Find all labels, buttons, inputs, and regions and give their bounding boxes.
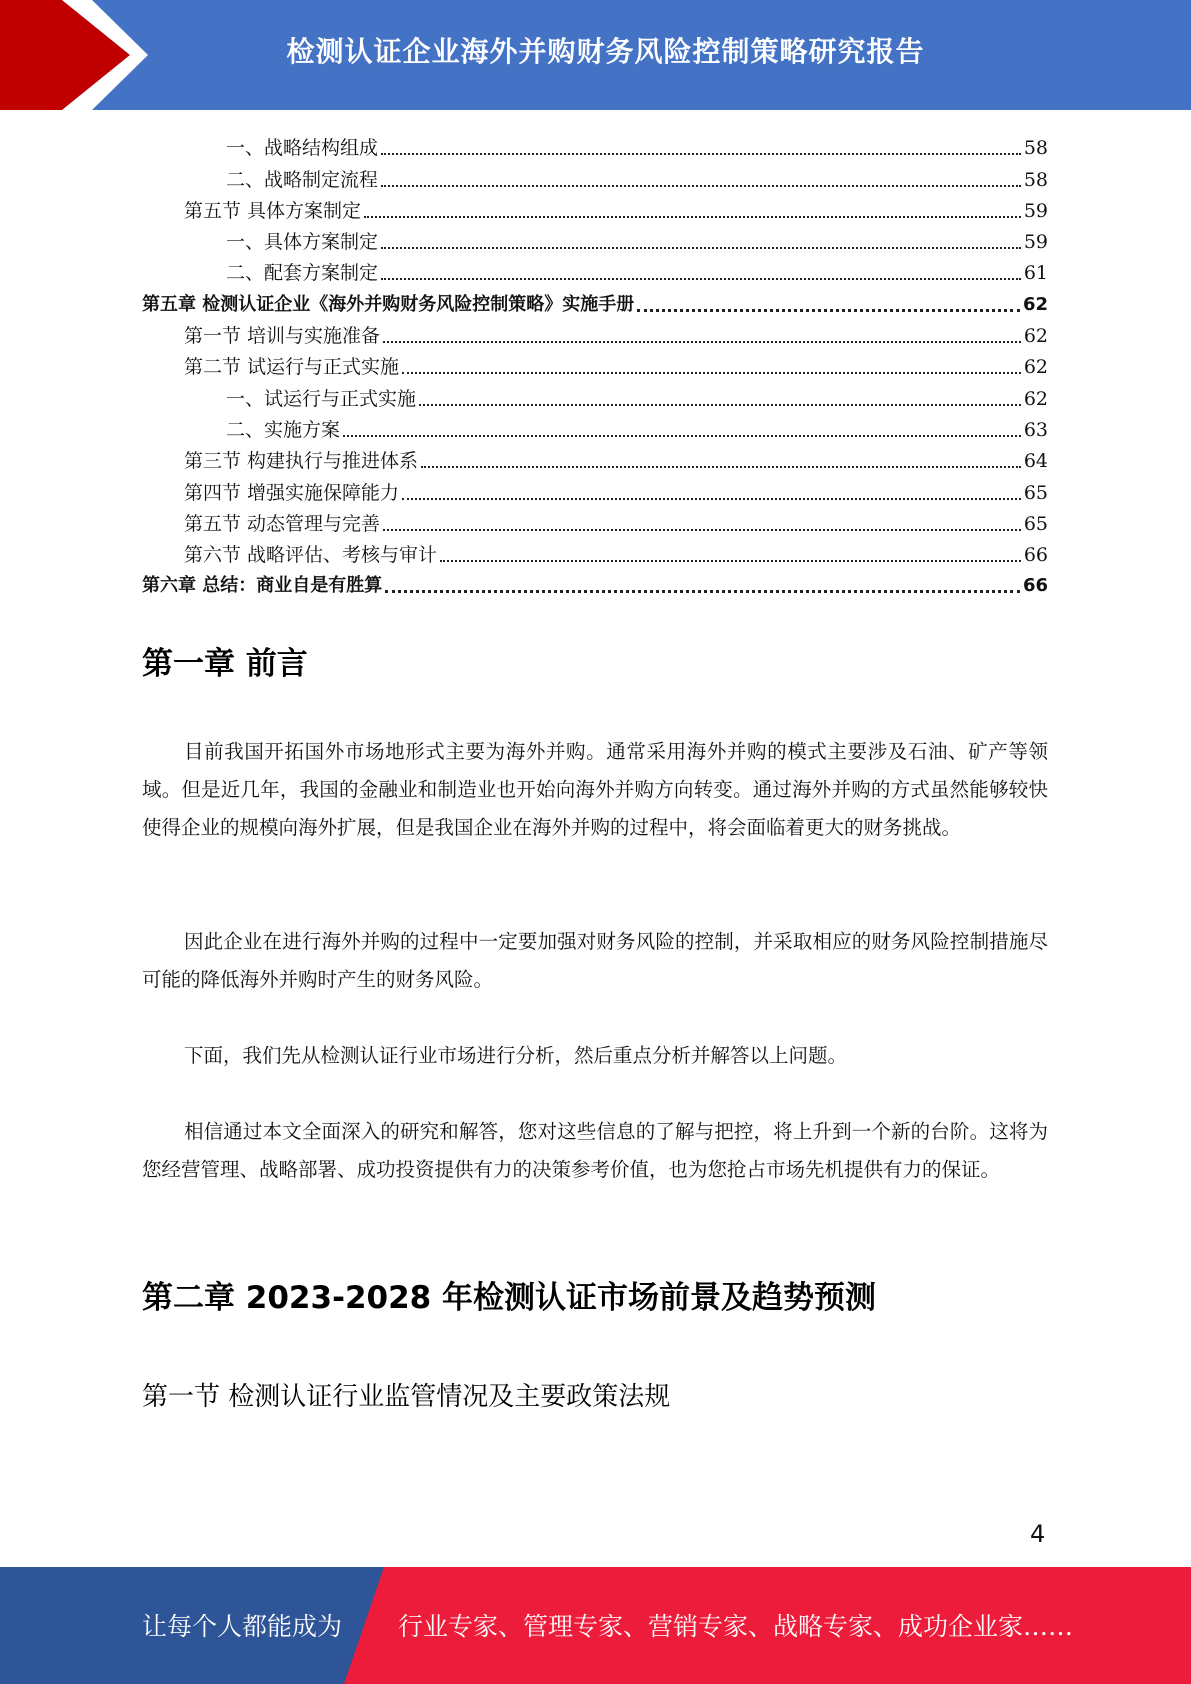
toc-entry-page: 66 (1022, 575, 1048, 597)
paragraph-4: 相信通过本文全面深入的研究和解答，您对这些信息的了解与把控，将上升到一个新的台阶。这将为您经营管理、战略部署、成功投资提供有力的决策参考价值，也为您抢占市场先机提供有力的保证。 (142, 1120, 1048, 1181)
toc-leader-dots (421, 466, 1021, 468)
toc-entry-page: 59 (1023, 231, 1048, 254)
toc-entry-page: 62 (1022, 293, 1048, 315)
toc-leader-dots (402, 372, 1021, 374)
toc-entry-label: 一、战略结构组成 (226, 137, 379, 160)
toc-leader-dots (364, 216, 1021, 218)
toc-entry-label: 第三节 构建执行与推进体系 (184, 450, 419, 473)
toc-entry-label: 第二节 试运行与正式实施 (184, 356, 400, 379)
toc-entry-page: 64 (1023, 450, 1048, 473)
section-1-heading: 第一节 检测认证行业监管情况及主要政策法规 (142, 1382, 671, 1412)
toc-entry[interactable] (142, 567, 1048, 598)
chapter-2-heading: 第二章 2023-2028 年检测认证市场前景及趋势预测 (142, 1280, 877, 1316)
toc-entry-page: 61 (1023, 262, 1048, 285)
table-of-contents (142, 129, 1048, 598)
toc-entry-page: 65 (1023, 512, 1048, 535)
toc-entry[interactable] (142, 223, 1048, 254)
toc-leader-dots (383, 341, 1021, 343)
toc-entry[interactable] (142, 411, 1048, 442)
toc-entry-label: 第四节 增强实施保障能力 (184, 481, 400, 504)
toc-leader-dots (343, 435, 1021, 437)
toc-leader-dots (385, 590, 1020, 593)
footer-banner (0, 1567, 1191, 1684)
toc-entry[interactable] (142, 160, 1048, 191)
report-title: 检测认证企业海外并购财务风险控制策略研究报告 (286, 35, 925, 68)
toc-entry[interactable] (142, 254, 1048, 285)
chapter-1-heading: 第一章 前言 (142, 646, 308, 682)
footer-slogan-right: 行业专家、管理专家、营销专家、战略专家、成功企业家…… (398, 1612, 1074, 1641)
footer-slogan-left: 让每个人都能成为 (142, 1612, 343, 1641)
toc-entry-label: 第一节 培训与实施准备 (184, 325, 381, 348)
paragraph-1: 目前我国开拓国外市场地形式主要为海外并购。通常采用海外并购的模式主要涉及石油、矿产等领域。但是近几年，我国的金融业和制造业也开始向海外并购方向转变。通过海外并购的方式虽然能够较快使得企业的规模向海外扩展，但是我国企业在海外并购的过程中，将会面临着更大的财务挑战。 (142, 740, 1048, 839)
toc-entry-label: 一、试运行与正式实施 (226, 387, 417, 410)
toc-entry-label: 二、实施方案 (226, 418, 341, 441)
toc-leader-dots (381, 247, 1021, 249)
header-banner (0, 0, 1191, 110)
paragraph-3: 下面，我们先从检测认证行业市场进行分析，然后重点分析并解答以上问题。 (184, 1044, 848, 1067)
toc-entry-page: 65 (1023, 481, 1048, 504)
toc-entry-label: 一、具体方案制定 (226, 231, 379, 254)
toc-entry-page: 62 (1023, 325, 1048, 348)
toc-leader-dots (381, 185, 1021, 187)
paragraph-2: 因此企业在进行海外并购的过程中一定要加强对财务风险的控制，并采取相应的财务风险控制措施尽可能的降低海外并购时产生的财务风险。 (142, 930, 1048, 991)
toc-entry[interactable] (142, 192, 1048, 223)
toc-entry-page: 62 (1023, 387, 1048, 410)
toc-entry-page: 66 (1023, 544, 1048, 567)
toc-entry[interactable] (142, 473, 1048, 504)
toc-entry[interactable] (142, 442, 1048, 473)
toc-leader-dots (440, 560, 1021, 562)
toc-entry[interactable] (142, 536, 1048, 567)
toc-entry-label: 第六章 总结：商业自是有胜算 (142, 575, 383, 597)
toc-entry[interactable] (142, 317, 1048, 348)
toc-entry-label: 第五章 检测认证企业《海外并购财务风险控制策略》实施手册 (142, 293, 635, 315)
toc-entry-page: 58 (1023, 168, 1048, 191)
toc-leader-dots (381, 278, 1021, 280)
toc-entry-label: 二、配套方案制定 (226, 262, 379, 285)
toc-entry-page: 59 (1023, 199, 1048, 222)
toc-leader-dots (402, 498, 1021, 500)
toc-leader-dots (381, 153, 1021, 155)
toc-entry-page: 63 (1023, 418, 1048, 441)
toc-entry-label: 二、战略制定流程 (226, 168, 379, 191)
toc-entry[interactable] (142, 379, 1048, 410)
toc-entry-label: 第五节 动态管理与完善 (184, 512, 381, 535)
toc-leader-dots (637, 309, 1020, 312)
toc-entry[interactable] (142, 129, 1048, 160)
toc-entry-label: 第六节 战略评估、考核与审计 (184, 544, 438, 567)
toc-entry-page: 62 (1023, 356, 1048, 379)
toc-entry[interactable] (142, 285, 1048, 316)
toc-entry-page: 58 (1023, 137, 1048, 160)
toc-leader-dots (383, 529, 1021, 531)
toc-leader-dots (419, 404, 1021, 406)
toc-entry-label: 第五节 具体方案制定 (184, 199, 362, 222)
page-number: 4 (1030, 1520, 1046, 1548)
toc-entry[interactable] (142, 348, 1048, 379)
toc-entry[interactable] (142, 505, 1048, 536)
